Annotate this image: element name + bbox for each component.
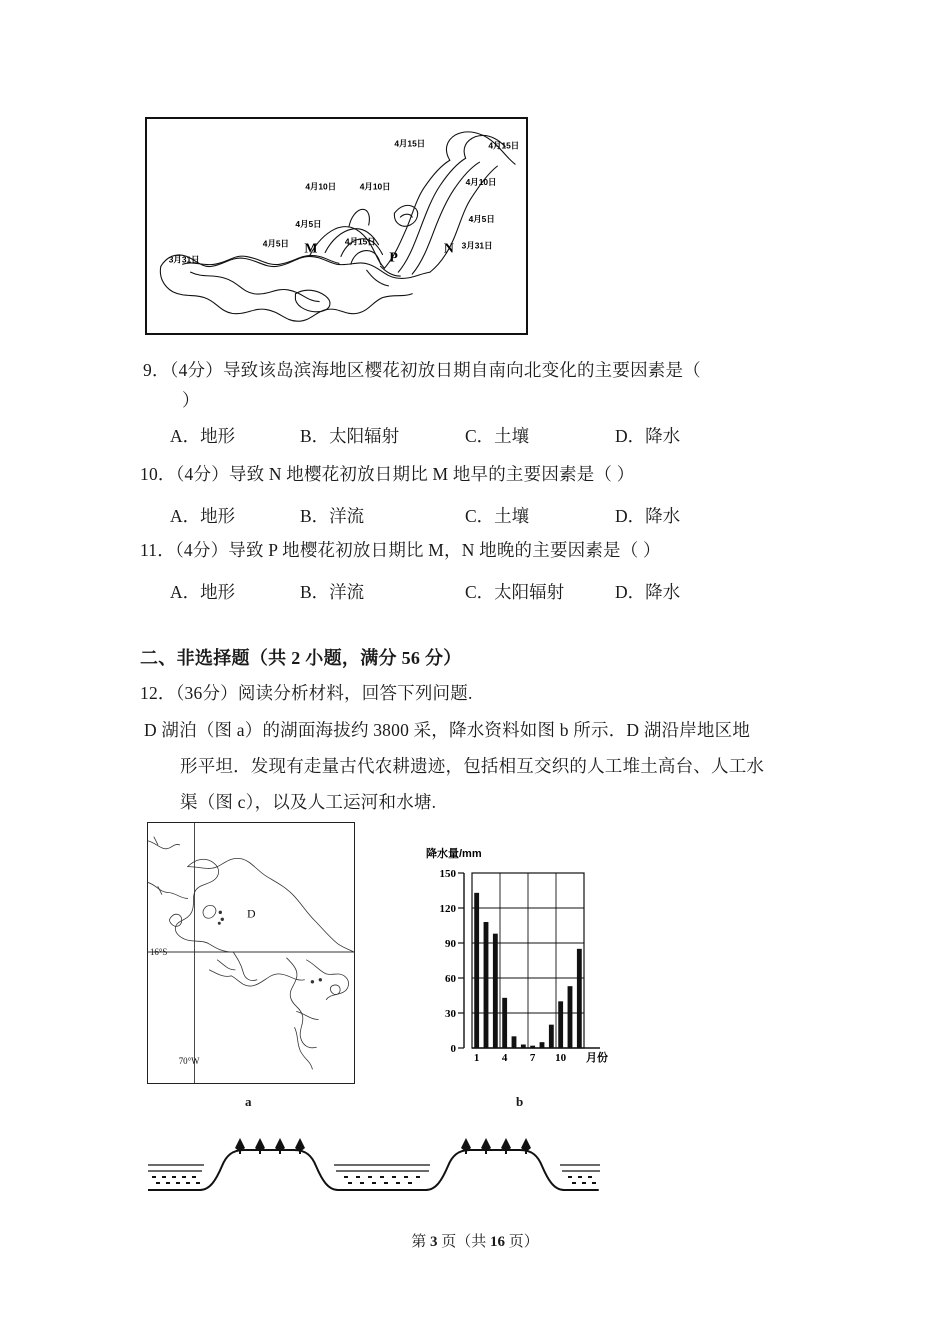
- chart-bar: [568, 986, 573, 1048]
- question-10-option-c[interactable]: C．土壤: [465, 506, 530, 526]
- chart-y-tick-label: 90: [445, 938, 456, 950]
- figure-b-caption: b: [516, 1094, 524, 1109]
- question-9-option-d[interactable]: D．降水: [615, 426, 681, 446]
- figure-a-lake-map: [147, 822, 355, 1084]
- footer-suffix: 页）: [505, 1234, 539, 1250]
- chart-y-axis-title: 降水量/mm: [426, 848, 482, 860]
- question-11-text: 导致 P 地樱花初放日期比 M，N 地晚的主要因素是（ ）: [228, 540, 661, 560]
- figure-a-lake-label-d: D: [247, 906, 256, 921]
- map-date-label: 4月10日: [305, 181, 337, 192]
- question-9-option-b[interactable]: B．太阳辐射: [300, 426, 400, 446]
- footer-middle: 页（共: [437, 1234, 490, 1250]
- figure-a-svg: [148, 823, 354, 1083]
- chart-bar: [549, 1025, 554, 1048]
- question-10-option-d[interactable]: D．降水: [615, 506, 681, 526]
- map-date-label: 4月5日: [262, 238, 289, 249]
- chart-x-tick-labels: [474, 1052, 567, 1064]
- chart-bar: [558, 1001, 563, 1048]
- question-12-score: （36分）: [175, 683, 238, 703]
- map-date-label: 4月5日: [295, 219, 322, 229]
- section-heading-2: 二、非选择题（共 2 小题，满分 56 分）: [140, 648, 462, 668]
- question-10-number: 10: [140, 464, 158, 484]
- chart-bar: [512, 1036, 517, 1048]
- figure-a-longitude-label: 70°W: [178, 1056, 200, 1067]
- question-12-body-line2: 形平坦．发现有走量古代农耕遗迹，包括相互交织的人工堆土高台、人工水: [180, 756, 765, 776]
- map-date-label: 4月10日: [465, 176, 497, 187]
- footer-prefix: 第: [411, 1234, 430, 1250]
- question-10-text: 导致 N 地樱花初放日期比 M 地早的主要因素是（ ）: [228, 464, 635, 484]
- question-9-number: 9: [143, 360, 152, 380]
- question-9-option-c[interactable]: C．土壤: [465, 426, 530, 446]
- map-point-label-n: N: [443, 240, 454, 256]
- map-date-label: 4月15日: [394, 138, 426, 149]
- chart-y-tick-label: 30: [445, 1008, 456, 1020]
- figure-b-precipitation-chart: [424, 845, 614, 1085]
- footer-total-pages: 16: [490, 1234, 505, 1250]
- chart-y-tick-label: 120: [439, 903, 456, 915]
- question-10-options: [170, 503, 680, 528]
- map-date-label: 4月10日: [359, 181, 391, 192]
- chart-bar: [502, 998, 507, 1048]
- question-9-option-a[interactable]: A．地形: [170, 426, 236, 446]
- figure-c-svg: [148, 1118, 808, 1223]
- map-date-label: 3月31日: [461, 240, 493, 251]
- figure-a-latitude-label: 16°S: [149, 946, 168, 957]
- chart-bar: [577, 949, 582, 1048]
- question-11-option-b[interactable]: B．洋流: [300, 582, 365, 602]
- chart-x-tick-label: 10: [555, 1052, 567, 1064]
- question-11-option-a[interactable]: A．地形: [170, 582, 236, 602]
- map-point-label-p: P: [389, 249, 398, 265]
- question-12-number: 12: [140, 683, 158, 703]
- chart-y-tick-label: 0: [450, 1043, 456, 1055]
- question-9-options: [170, 423, 680, 448]
- question-11-options: [170, 579, 680, 604]
- japan-map-svg: [147, 119, 526, 333]
- precipitation-bar-chart-svg: [424, 845, 614, 1085]
- chart-y-tick-label: 150: [439, 868, 456, 880]
- chart-x-axis-title: 月份: [586, 1052, 608, 1064]
- chart-x-tick-label: 4: [501, 1052, 508, 1064]
- map-point-label-m: M: [304, 240, 318, 256]
- figure-a-caption: a: [245, 1094, 252, 1109]
- question-9-text: 导致该岛滨海地区樱花初放日期自南向北变化的主要因素是（: [222, 360, 701, 380]
- crop-plants: [235, 1138, 531, 1154]
- question-11-option-d[interactable]: D．降水: [615, 582, 681, 602]
- question-12-body-line1: D 湖泊（图 a）的湖面海拔约 3800 采，降水资料如图 b 所示．D 湖沿岸地区地: [144, 720, 751, 740]
- figure-japan-cherry-blossom-map: [145, 117, 528, 335]
- chart-x-tick-label: 7: [529, 1052, 536, 1064]
- question-11-stem: 11．（4分）导致 P 地樱花初放日期比 M，N 地晚的主要因素是（ ）: [140, 540, 661, 560]
- page-footer: [0, 1230, 950, 1251]
- question-11-number: 11: [140, 540, 158, 560]
- figure-c-cross-section: [148, 1118, 808, 1223]
- map-date-label: 4月5日: [468, 214, 495, 225]
- map-date-label: 4月15日: [344, 236, 376, 247]
- chart-y-ticks: [458, 873, 464, 1048]
- chart-bar: [484, 922, 489, 1048]
- map-date-label: 3月31日: [168, 254, 200, 265]
- question-10-score: （4分）: [175, 464, 229, 484]
- question-9-score: （4分）: [169, 360, 223, 380]
- chart-x-tick-label: 1: [473, 1052, 480, 1064]
- chart-bar: [540, 1042, 545, 1048]
- chart-y-tick-label: 60: [445, 973, 456, 985]
- question-10-stem: 10．（4分）导致 N 地樱花初放日期比 M 地早的主要因素是（ ）: [140, 464, 635, 484]
- question-9-stem-line1: 9．（4分）导致该岛滨海地区樱花初放日期自南向北变化的主要因素是（: [143, 360, 701, 380]
- question-11-option-c[interactable]: C．太阳辐射: [465, 582, 565, 602]
- question-10-option-a[interactable]: A．地形: [170, 506, 236, 526]
- question-10-option-b[interactable]: B．洋流: [300, 506, 365, 526]
- question-12-lead: 12．（36分）阅读分析材料，回答下列问题.: [140, 683, 473, 703]
- question-11-score: （4分）: [174, 540, 229, 560]
- chart-bar: [474, 893, 479, 1048]
- chart-bar: [493, 934, 498, 1048]
- chart-y-tick-labels: [440, 868, 457, 1055]
- question-12-lead-text: 阅读分析材料，回答下列问题.: [237, 683, 473, 703]
- question-12-body-line3: 渠（图 c），以及人工运河和水塘.: [180, 792, 437, 812]
- map-date-label: 4月15日: [488, 140, 520, 151]
- question-9-stem-line2: ）: [182, 390, 200, 410]
- footer-page-number: 3: [429, 1234, 438, 1250]
